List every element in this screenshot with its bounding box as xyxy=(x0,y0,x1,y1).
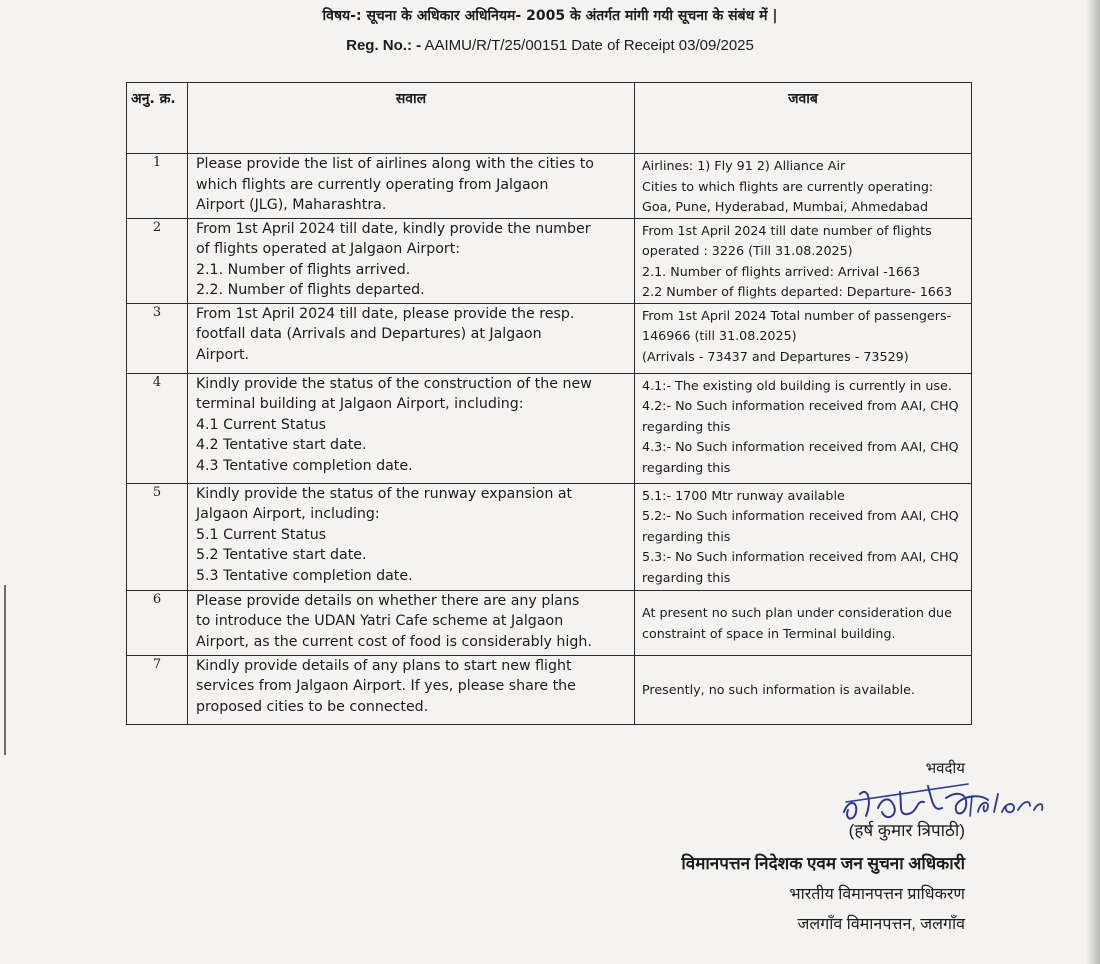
reg-label: Reg. No.: - xyxy=(346,37,422,54)
table-row xyxy=(127,373,972,483)
organisation-name: भारतीय विमानपत्तन प्राधिकरण xyxy=(789,886,965,903)
signatory-designation: विमानपत्तन निदेशक एवम जन सुचना अधिकारी xyxy=(681,854,965,873)
question-line: Kindly provide the status of the runway expansion at xyxy=(196,485,573,502)
answer-line: At present no such plan under consideration due xyxy=(642,605,952,620)
signatory-name: (हर्ष कुमार त्रिपाठी) xyxy=(848,821,965,840)
question-line: Airport, as the current cost of food is considerably high. xyxy=(196,633,592,650)
subject-label: विषय-: xyxy=(322,8,362,24)
office-location: जलगाँव विमानपत्तन, जलगाँव xyxy=(797,916,965,933)
answer-line: 4.1:- The existing old building is currently in use. xyxy=(642,377,952,393)
question-line: Please provide the list of airlines along with the cities to xyxy=(196,156,594,172)
answer-line: 5.2:- No Such information received from AAI, CHQ xyxy=(642,508,959,523)
answer-line: 2.1. Number of flights arrived: Arrival -1663 xyxy=(642,263,921,279)
question-line: 5.1 Current Status xyxy=(196,526,327,543)
answer-line: Goa, Pune, Hyderabad, Mumbai, Ahmedabad xyxy=(642,199,929,214)
row-answer xyxy=(635,655,972,724)
question-line: From 1st April 2024 till date, kindly provide the number xyxy=(196,220,591,237)
row-serial-number: 1 xyxy=(127,154,188,219)
row-question xyxy=(188,154,635,219)
answer-line: Cities to which flights are currently operating: xyxy=(642,178,934,194)
row-serial-number: 2 xyxy=(127,218,188,303)
question-line: proposed cities to be connected. xyxy=(196,698,429,715)
answer-line: regarding this xyxy=(642,528,731,544)
row-question xyxy=(188,655,635,724)
question-line: From 1st April 2024 till date, please provide the resp. xyxy=(196,305,575,322)
scan-margin-mark xyxy=(4,585,6,755)
answer-line: 4.3:- No Such information received from AAI, CHQ xyxy=(642,439,959,454)
row-answer xyxy=(635,218,972,303)
row-answer xyxy=(635,483,972,590)
answer-line: regarding this xyxy=(642,418,731,434)
row-answer xyxy=(635,154,972,219)
question-line: 2.2. Number of flights departed. xyxy=(196,282,425,298)
closing-salutation: भवदीय xyxy=(925,760,965,777)
question-line: terminal building at Jalgaon Airport, including: xyxy=(196,396,524,412)
question-line: 4.1 Current Status xyxy=(196,416,327,433)
row-serial-number: 6 xyxy=(127,590,188,655)
question-line: Kindly provide details of any plans to start new flight xyxy=(196,657,572,674)
rti-response-table xyxy=(126,82,972,725)
row-serial-number: 4 xyxy=(127,373,188,483)
table-header-row xyxy=(127,83,972,154)
question-line: 5.3 Tentative completion date. xyxy=(196,567,413,584)
table-row xyxy=(127,303,972,373)
table-row xyxy=(127,154,972,219)
answer-line: 5.1:- 1700 Mtr runway available xyxy=(642,487,845,503)
answer-line: Airlines: 1) Fly 91 2) Alliance Air xyxy=(642,158,846,173)
question-line: 5.2 Tentative start date. xyxy=(196,547,367,563)
answer-line: regarding this xyxy=(642,569,731,585)
header-answer: जवाब xyxy=(635,83,972,154)
answer-line: 146966 (till 31.08.2025) xyxy=(642,328,797,343)
table-row xyxy=(127,483,972,590)
question-line: Kindly provide the status of the construction of the new xyxy=(196,375,592,392)
row-question xyxy=(188,590,635,655)
letter-header xyxy=(0,6,1100,54)
question-line: of flights operated at Jalgaon Airport: xyxy=(196,241,461,257)
table-row xyxy=(127,590,972,655)
row-serial-number: 5 xyxy=(127,483,188,590)
answer-line: 4.2:- No Such information received from AAI, CHQ xyxy=(642,398,959,413)
row-serial-number: 3 xyxy=(127,303,188,373)
question-line: Airport. xyxy=(196,346,250,363)
answer-line: 2.2 Number of flights departed: Departure- 1663 xyxy=(642,284,953,299)
row-question xyxy=(188,483,635,590)
row-question xyxy=(188,373,635,483)
question-line: Please provide details on whether there are any plans xyxy=(196,592,580,609)
table-body xyxy=(127,154,972,725)
answer-line: 5.3:- No Such information received from AAI, CHQ xyxy=(642,549,959,564)
answer-line: constraint of space in Terminal building. xyxy=(642,625,896,641)
question-line: which flights are currently operating from Jalgaon xyxy=(196,176,549,193)
question-line: Jalgaon Airport, including: xyxy=(196,506,380,522)
question-line: 4.3 Tentative completion date. xyxy=(196,457,413,474)
row-answer xyxy=(635,590,972,655)
question-line: Airport (JLG), Maharashtra. xyxy=(196,197,387,213)
answer-line: From 1st April 2024 till date number of flights xyxy=(642,222,932,238)
receipt-label: Date of Receipt xyxy=(571,37,675,54)
row-answer xyxy=(635,373,972,483)
answer-line: regarding this xyxy=(642,459,731,475)
row-serial-number: 7 xyxy=(127,655,188,724)
header-question: सवाल xyxy=(188,83,635,154)
answer-line: (Arrivals - 73437 and Departures - 73529) xyxy=(642,348,909,364)
reg-value: AAIMU/R/T/25/00151 xyxy=(424,37,568,54)
question-line: 4.2 Tentative start date. xyxy=(196,437,367,453)
subject-line xyxy=(0,6,1100,25)
row-answer xyxy=(635,303,972,373)
subject-text: सूचना के अधिकार अधिनियम- 2005 के अंतर्गत मांगी गयी सूचना के संबंध में | xyxy=(366,8,778,24)
question-line: to introduce the UDAN Yatri Cafe scheme at Jalgaon xyxy=(196,613,564,629)
row-question xyxy=(188,218,635,303)
question-line: footfall data (Arrivals and Departures) at Jalgaon xyxy=(196,326,542,342)
receipt-date: 03/09/2025 xyxy=(678,37,754,54)
question-line: 2.1. Number of flights arrived. xyxy=(196,261,411,278)
table-row xyxy=(127,655,972,724)
answer-line: From 1st April 2024 Total number of passengers- xyxy=(642,307,952,323)
registration-line xyxy=(0,37,1100,54)
row-question xyxy=(188,303,635,373)
answer-line: operated : 3226 (Till 31.08.2025) xyxy=(642,243,853,258)
answer-line: Presently, no such information is available. xyxy=(642,682,915,698)
page-edge-shadow xyxy=(1086,0,1100,964)
header-serial-number: अनु. क्र. xyxy=(127,83,188,154)
question-line: services from Jalgaon Airport. If yes, please share the xyxy=(196,678,576,694)
table-row xyxy=(127,218,972,303)
